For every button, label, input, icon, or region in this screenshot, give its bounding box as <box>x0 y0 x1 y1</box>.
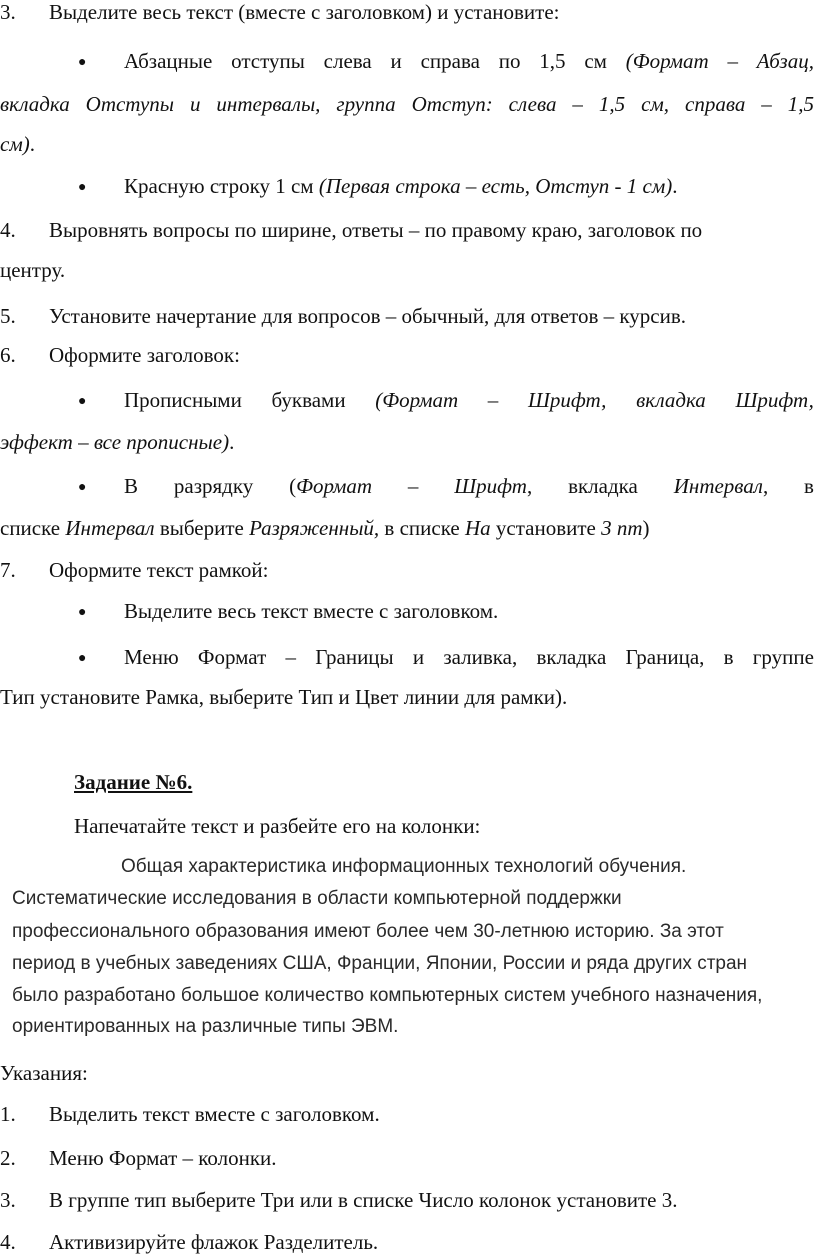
notes-label: Указания: <box>0 1061 88 1085</box>
sample-line: профессионального образования имеют более чем 30-летнюю историю. За этот <box>12 921 724 942</box>
bullet-icon: ● <box>78 651 87 666</box>
item-7-text: Оформите текст рамкой: <box>49 558 269 582</box>
bullet-3-line-2: эффект – все прописные). <box>0 430 235 454</box>
sample-line: период в учебных заведениях США, Франции, Японии, России и ряда других стран <box>12 953 748 974</box>
step-number: 2. <box>0 1146 16 1170</box>
bullet-6-line-2: Тип установите Рамка, выберите Тип и Цвет линии для рамки). <box>0 685 568 709</box>
step-number: 4. <box>0 1230 16 1254</box>
item-6-text: Оформите заголовок: <box>49 343 240 367</box>
step-text: В группе тип выберите Три или в списке Число колонок установите 3. <box>49 1188 678 1212</box>
item-3-number: 3. <box>0 0 16 24</box>
task-intro: Напечатайте текст и разбейте его на колонки: <box>74 814 481 838</box>
bullet-3-line-1: Прописными буквами (Формат – Шрифт, вкладка Шрифт, <box>124 388 814 412</box>
bullet-1-line-2: вкладка Отступы и интервалы, группа Отступ: слева – 1,5 см, справа – 1,5 <box>0 92 814 116</box>
sample-line: Систематические исследования в области компьютерной поддержки <box>12 888 622 909</box>
bullet-icon: ● <box>78 180 87 195</box>
bullet-icon: ● <box>78 55 87 70</box>
item-4-number: 4. <box>0 218 16 242</box>
bullet-4-line-2: списке Интервал выберите Разряженный, в списке На установите 3 пт) <box>0 516 650 540</box>
item-5-number: 5. <box>0 304 16 328</box>
item-4-line-2: центру. <box>0 258 66 282</box>
bullet-icon: ● <box>78 394 87 409</box>
bullet-1-line-3: см). <box>0 132 35 156</box>
bullet-icon: ● <box>78 605 87 620</box>
bullet-5-text: Выделите весь текст вместе с заголовком. <box>124 599 499 623</box>
bullet-4-line-1: В разрядку (Формат – Шрифт, вкладка Интервал, в <box>124 474 814 498</box>
step-number: 1. <box>0 1102 16 1126</box>
task-title: Задание №6. <box>74 770 193 794</box>
item-6-number: 6. <box>0 343 16 367</box>
sample-line: ориентированных на различные типы ЭВМ. <box>12 1016 399 1037</box>
bullet-2-text: Красную строку 1 см (Первая строка – есть, Отступ - 1 см). <box>124 174 678 198</box>
bullet-1-line-1: Абзацные отступы слева и справа по 1,5 см (Формат – Абзац, <box>124 49 814 73</box>
item-7-number: 7. <box>0 558 16 582</box>
bullet-icon: ● <box>78 480 87 495</box>
step-number: 3. <box>0 1188 16 1212</box>
sample-title: Общая характеристика информационных технологий обучения. <box>121 856 687 877</box>
item-4-line-1: Выровнять вопросы по ширине, ответы – по правому краю, заголовок по <box>49 218 703 242</box>
step-text: Меню Формат – колонки. <box>49 1146 277 1170</box>
item-3-text: Выделите весь текст (вместе с заголовком) и установите: <box>49 0 560 24</box>
step-text: Выделить текст вместе с заголовком. <box>49 1102 380 1126</box>
step-text: Активизируйте флажок Разделитель. <box>49 1230 379 1254</box>
sample-line: было разработано большое количество компьютерных систем учебного назначения, <box>12 985 763 1006</box>
item-5-text: Установите начертание для вопросов – обычный, для ответов – курсив. <box>49 304 687 328</box>
bullet-6-line-1: Меню Формат – Границы и заливка, вкладка Граница, в группе <box>124 645 814 669</box>
